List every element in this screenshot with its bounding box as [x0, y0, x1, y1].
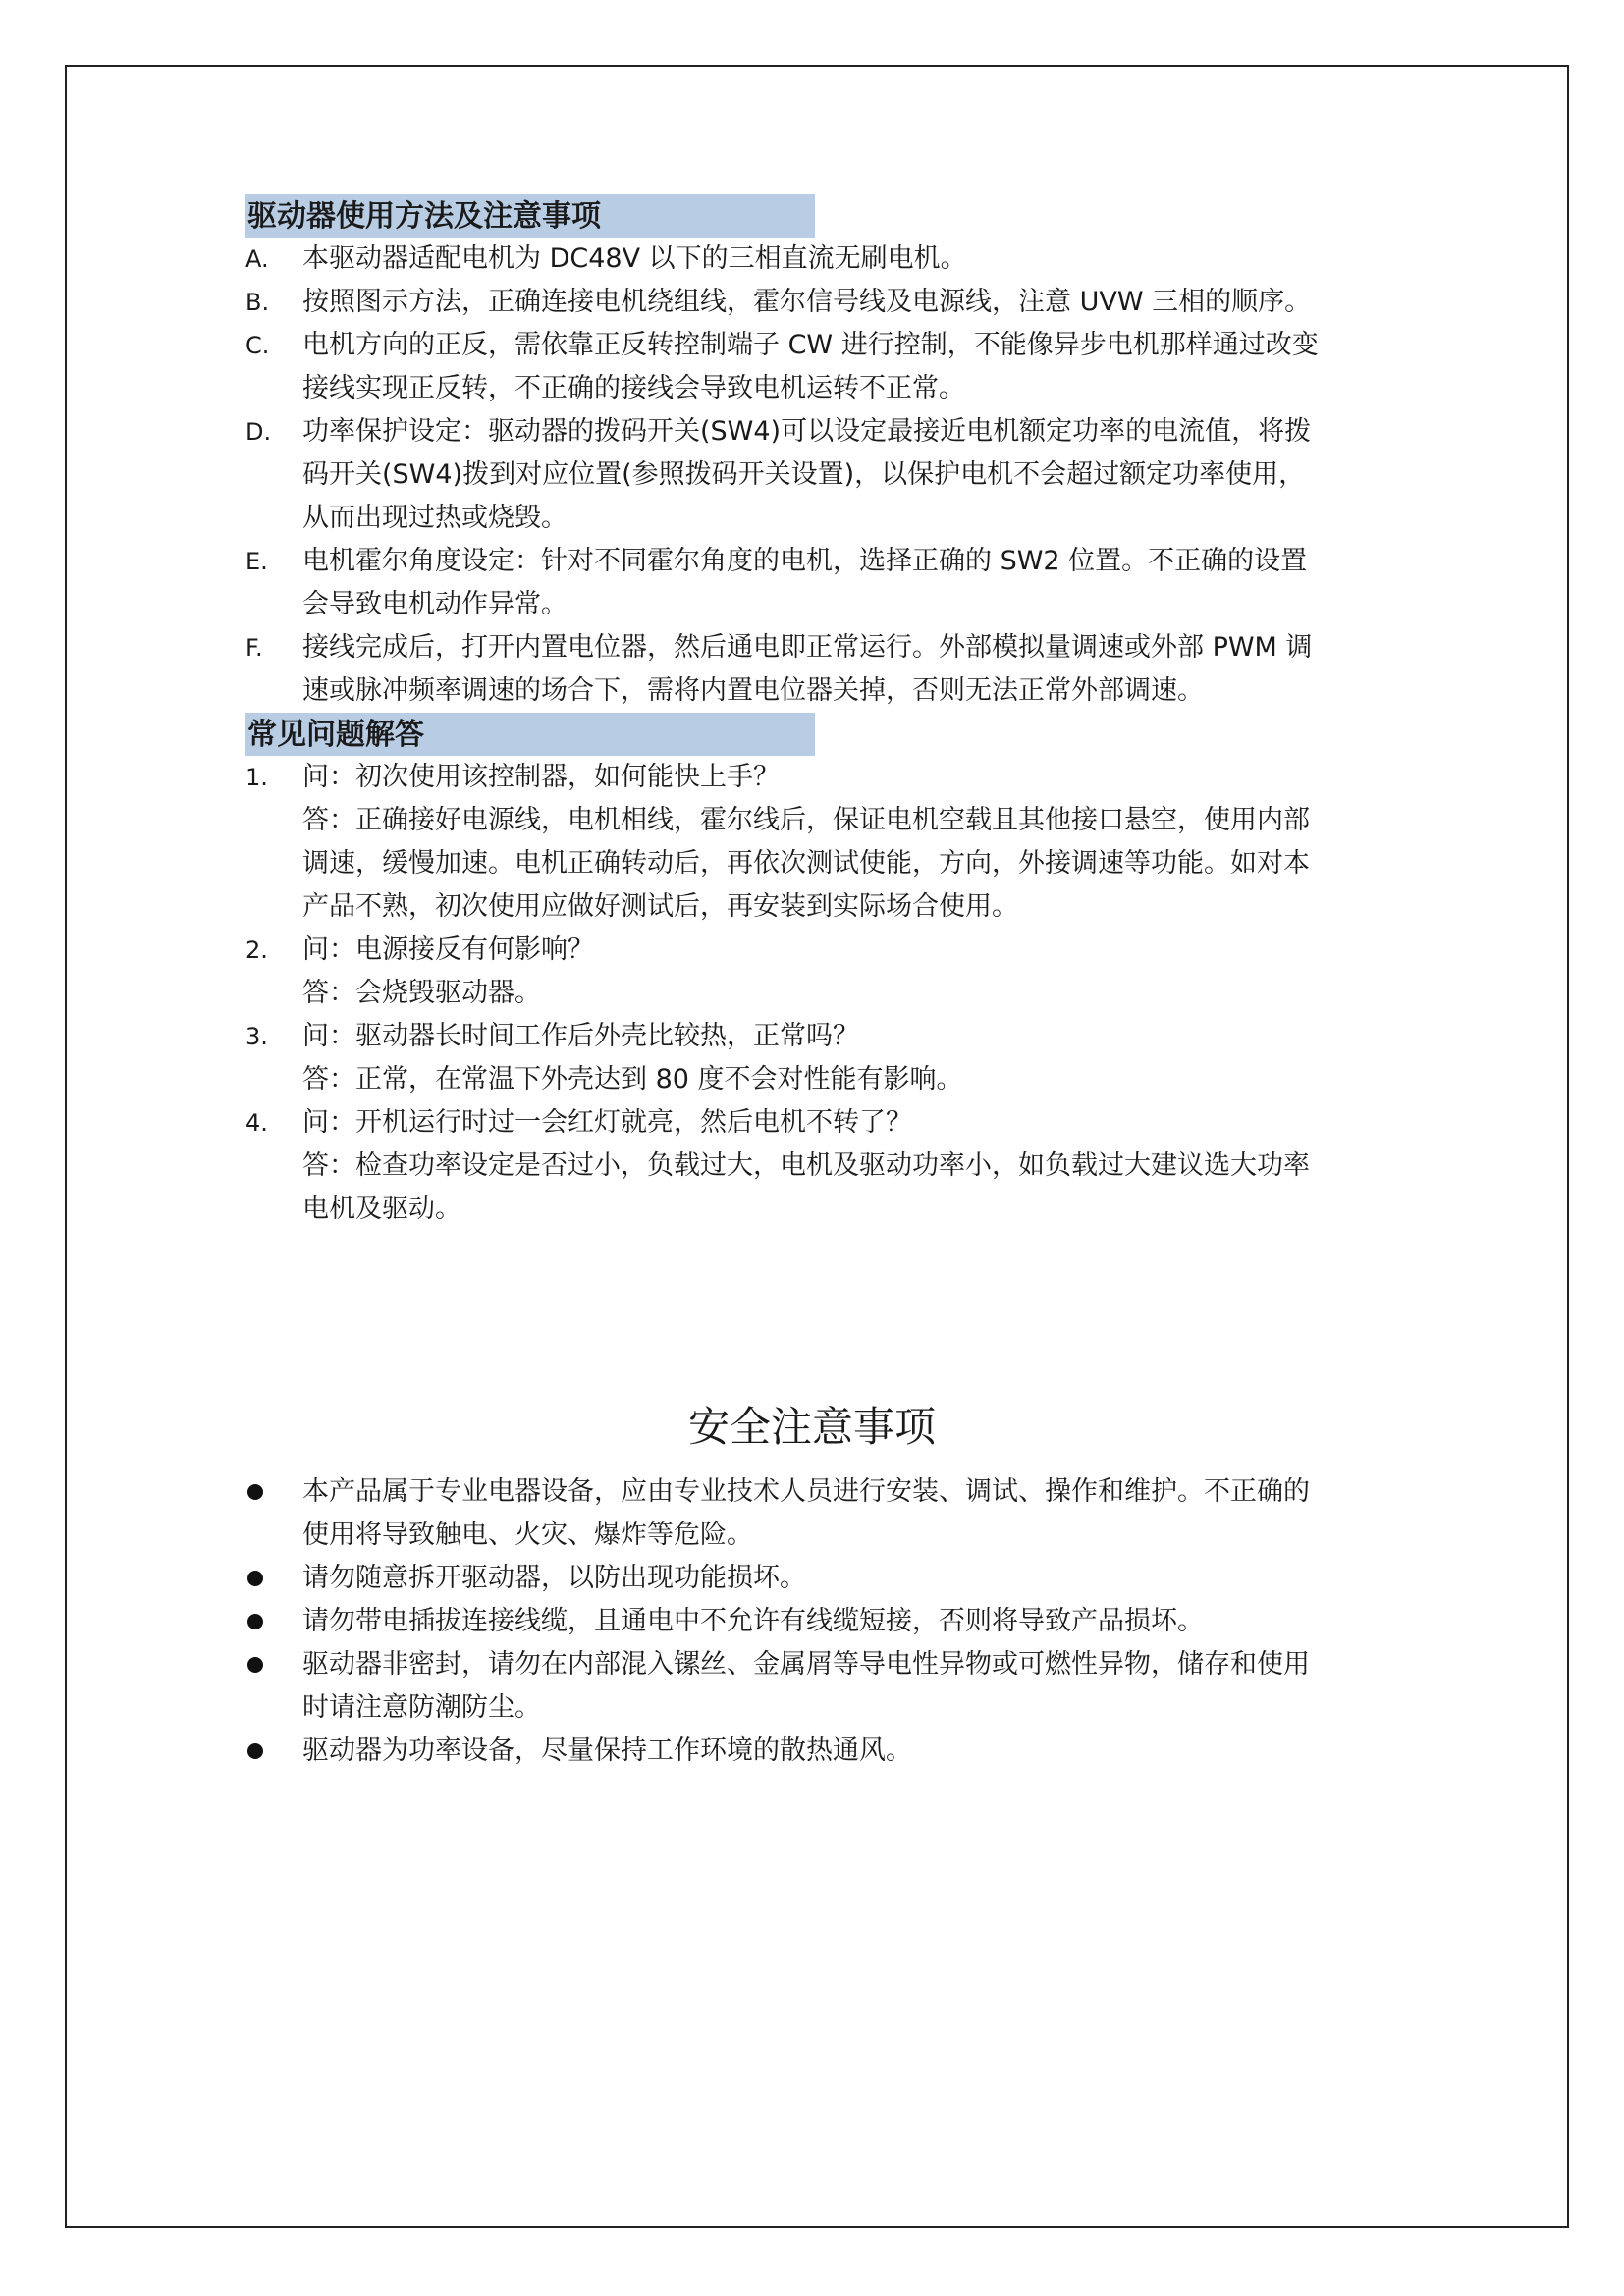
usage-list-item — [245, 540, 1389, 626]
bullet-icon — [247, 1743, 263, 1759]
safety-item-line: 请勿带电插拔连接线缆，且通电中不允许有线缆短接，否则将导致产品损坏。 — [302, 1606, 1204, 1636]
usage-item-line: 码开关(SW4)拨到对应位置(参照拨码开关设置)，以保护电机不会超过额定功率使用， — [302, 459, 1306, 490]
faq-answer-line: 答：检查功率设定是否过小，负载过大，电机及驱动功率小，如负载过大建议选大功率 — [302, 1150, 1310, 1181]
usage-item-text — [302, 238, 1389, 281]
usage-list-item — [245, 324, 1389, 410]
safety-list-item — [245, 1600, 1389, 1643]
faq-section-heading: 常见问题解答 — [245, 713, 815, 756]
faq-answer-line: 答：正确接好电源线，电机相线，霍尔线后，保证电机空载且其他接口悬空，使用内部 — [302, 805, 1310, 835]
usage-item-text — [302, 626, 1389, 713]
faq-item-number: 2. — [245, 936, 268, 964]
safety-item-line: 使用将导致触电、火灾、爆炸等危险。 — [302, 1520, 753, 1550]
faq-question: 问：电源接反有何影响？ — [302, 934, 594, 965]
usage-item-text — [302, 324, 1389, 410]
faq-question: 问：驱动器长时间工作后外壳比较热，正常吗？ — [302, 1021, 859, 1051]
faq-answer — [302, 1145, 1389, 1231]
usage-item-line: 电机方向的正反，需依靠正反转控制端子 CW 进行控制，不能像异步电机那样通过改变 — [302, 330, 1319, 360]
faq-list — [245, 756, 1389, 1231]
faq-answer — [302, 1058, 1389, 1101]
safety-item-line: 请勿随意拆开驱动器，以防出现功能损坏。 — [302, 1563, 806, 1593]
usage-list-item — [245, 281, 1389, 324]
usage-list-item — [245, 238, 1389, 281]
faq-answer — [302, 799, 1389, 929]
safety-item-text — [302, 1470, 1389, 1557]
faq-answer — [302, 972, 1389, 1015]
usage-list-item — [245, 410, 1389, 540]
faq-list-item — [245, 929, 1389, 1015]
faq-list-item — [245, 756, 1389, 929]
faq-answer-line: 调速，缓慢加速。电机正确转动后，再依次测试使能，方向，外接调速等功能。如对本 — [302, 848, 1310, 879]
usage-item-marker: E. — [245, 548, 268, 575]
safety-item-text — [302, 1557, 1389, 1600]
safety-list-item — [245, 1730, 1389, 1773]
safety-item-text — [302, 1600, 1389, 1643]
safety-list — [245, 1470, 1389, 1773]
usage-item-line: 本驱动器适配电机为 DC48V 以下的三相直流无刷电机。 — [302, 243, 967, 274]
usage-and-faq-content — [245, 194, 1389, 1231]
usage-item-marker: B. — [245, 289, 270, 316]
faq-item-number: 4. — [245, 1109, 268, 1137]
usage-section-heading: 驱动器使用方法及注意事项 — [245, 194, 815, 238]
usage-item-line: 功率保护设定：驱动器的拨码开关(SW4)可以设定最接近电机额定功率的电流值，将拨 — [302, 416, 1312, 447]
usage-item-text — [302, 410, 1389, 540]
usage-item-text — [302, 281, 1389, 324]
safety-item-line: 驱动器非密封，请勿在内部混入镙丝、金属屑等导电性异物或可燃性异物，储存和使用 — [302, 1649, 1310, 1680]
usage-item-line: 按照图示方法，正确连接电机绕组线，霍尔信号线及电源线，注意 UVW 三相的顺序。 — [302, 287, 1312, 317]
usage-item-marker: F. — [245, 634, 263, 662]
faq-answer-line: 答：正常，在常温下外壳达到 80 度不会对性能有影响。 — [302, 1064, 963, 1095]
usage-item-line: 从而出现过热或烧毁。 — [302, 503, 568, 533]
usage-item-line: 会导致电机动作异常。 — [302, 589, 568, 619]
usage-item-line: 接线实现正反转，不正确的接线会导致电机运转不正常。 — [302, 373, 965, 403]
bullet-icon — [247, 1614, 263, 1629]
safety-item-text — [302, 1730, 1389, 1773]
safety-list-item — [245, 1470, 1389, 1557]
usage-item-marker: D. — [245, 418, 272, 446]
faq-question: 问：开机运行时过一会红灯就亮，然后电机不转了？ — [302, 1107, 912, 1138]
usage-item-marker: C. — [245, 332, 270, 359]
usage-list-item — [245, 626, 1389, 713]
usage-item-line: 速或脉冲频率调速的场合下，需将内置电位器关掉，否则无法正常外部调速。 — [302, 675, 1204, 706]
faq-answer-line: 答：会烧毁驱动器。 — [302, 978, 541, 1008]
bullet-icon — [247, 1484, 263, 1500]
bullet-icon — [247, 1571, 263, 1586]
bullet-icon — [247, 1657, 263, 1673]
safety-title: 安全注意事项 — [687, 1403, 936, 1451]
safety-item-line: 本产品属于专业电器设备，应由专业技术人员进行安装、调试、操作和维护。不正确的 — [302, 1476, 1310, 1507]
safety-item-line: 驱动器为功率设备，尽量保持工作环境的散热通风。 — [302, 1735, 912, 1766]
faq-list-item — [245, 1015, 1389, 1101]
usage-item-marker: A. — [245, 245, 269, 273]
usage-item-line: 电机霍尔角度设定：针对不同霍尔角度的电机，选择正确的 SW2 位置。不正确的设置 — [302, 546, 1308, 576]
usage-item-text — [302, 540, 1389, 626]
usage-item-line: 接线完成后，打开内置电位器，然后通电即正常运行。外部模拟量调速或外部 PWM 调 — [302, 632, 1313, 663]
faq-item-number: 1. — [245, 764, 268, 791]
faq-item-number: 3. — [245, 1023, 268, 1050]
faq-answer-line: 电机及驱动。 — [302, 1194, 461, 1224]
faq-list-item — [245, 1101, 1389, 1231]
usage-list — [245, 238, 1389, 713]
safety-item-line: 时请注意防潮防尘。 — [302, 1692, 541, 1723]
faq-answer-line: 产品不熟，初次使用应做好测试后，再安装到实际场合使用。 — [302, 891, 1018, 922]
safety-list-item — [245, 1643, 1389, 1730]
safety-list-item — [245, 1557, 1389, 1600]
safety-item-text — [302, 1643, 1389, 1730]
faq-question: 问：初次使用该控制器，如何能快上手？ — [302, 762, 780, 792]
